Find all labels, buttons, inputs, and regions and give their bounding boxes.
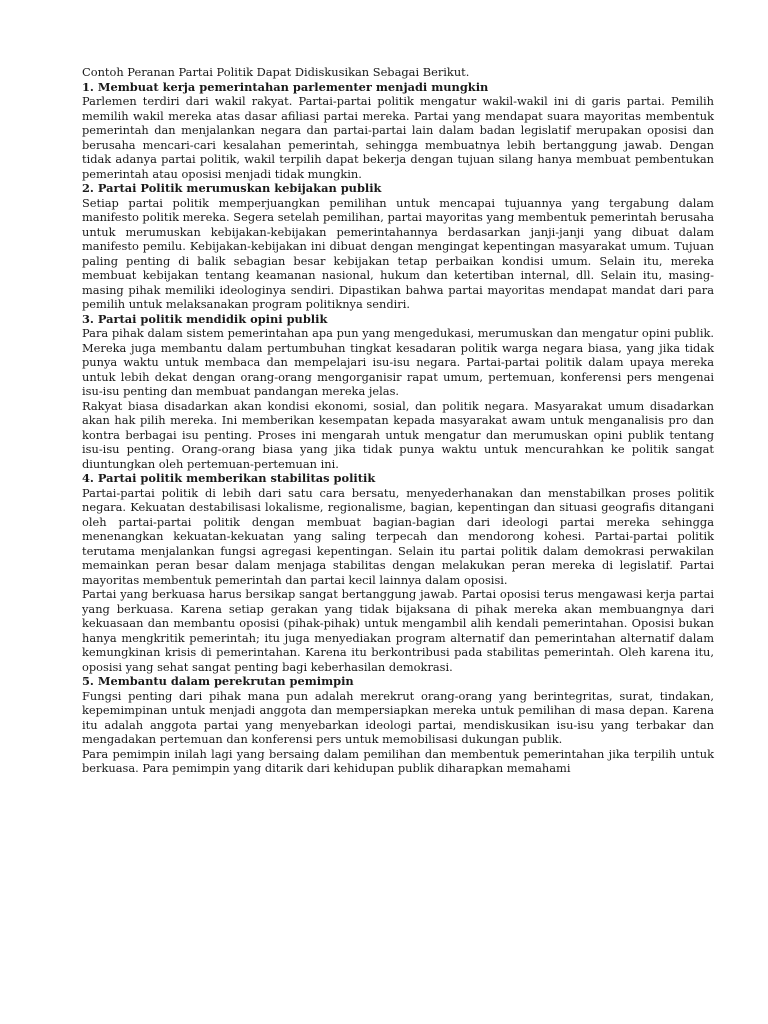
section-paragraph: Parlemen terdiri dari wakil rakyat. Partai-partai politik mengatur wakil-wakil ini di garis partai. Pemilih memilih wakil mereka atas dasar afiliasi partai mereka. Partai yang mendapat suara mayoritas membentuk pemerintah dan menjalankan negara dan partai-partai lain dalam badan legislatif merupakan oposisi dan berusaha mencari-cari kesalahan pemerintah, sehingga membuatnya lebih bertanggung jawab. Dengan tidak adanya partai politik, wakil terpilih dapat bekerja dengan tujuan silang hanya membuat pembentukan pemerintah atau oposisi menjadi tidak mungkin.: [82, 94, 714, 181]
section-paragraph: Partai-partai politik di lebih dari satu cara bersatu, menyederhanakan dan menstabilkan proses politik negara. Kekuatan destabilisasi lokalisme, regionalisme, bagian, kepentingan dan situasi geografis ditangani oleh partai-partai politik dengan membuat bagian-bagian dari ideologi partai mereka sehingga menenangkan kekuatan-kekuatan yang saling terpecah dan mendorong kohesi. Partai-partai politik terutama menjalankan fungsi agregasi kepentingan. Selain itu partai politik dalam demokrasi perwakilan memainkan peran besar dalam menjaga stabilitas dengan melakukan peran mereka di legislatif. Partai mayoritas membentuk pemerintah dan partai kecil lainnya dalam oposisi.: [82, 485, 714, 587]
section-5: [82, 674, 714, 776]
document-page: [82, 65, 714, 776]
section-paragraph: Setiap partai politik memperjuangkan pemilihan untuk mencapai tujuannya yang tergabung dalam manifesto politik mereka. Segera setelah pemilihan, partai mayoritas yang membentuk pemerintah berusaha untuk merumuskan kebijakan-kebijakan pemerintahannya berdasarkan janji-janji yang dibuat dalam manifesto pemilu. Kebijakan-kebijakan ini dibuat dengan mengingat kepentingan masyarakat umum. Tujuan paling penting di balik sebagian besar kebijakan tetap perbaikan kondisi umum. Selain itu, mereka membuat kebijakan tentang keamanan nasional, hukum dan ketertiban internal, dll. Selain itu, masing-masing pihak memiliki ideologinya sendiri. Dipastikan bahwa partai mayoritas mendapat mandat dari para pemilih untuk melaksanakan program politiknya sendiri.: [82, 195, 714, 311]
section-1: [82, 80, 714, 182]
section-4: [82, 471, 714, 674]
section-paragraph: Fungsi penting dari pihak mana pun adalah merekrut orang-orang yang berintegritas, surat, tindakan, kepemimpinan untuk menjadi anggota dan mempersiapkan mereka untuk pemilihan di masa depan. Karena itu adalah anggota partai yang menyebarkan ideologi partai, mendiskusikan isu-isu yang terbakar dan mengadakan pertemuan dan konferensi pers untuk memobilisasi dukungan publik.: [82, 688, 714, 746]
section-heading: 3. Partai politik mendidik opini publik: [82, 311, 328, 326]
document-intro: Contoh Peranan Partai Politik Dapat Didiskusikan Sebagai Berikut.: [82, 65, 470, 79]
section-paragraph: Partai yang berkuasa harus bersikap sangat bertanggung jawab. Partai oposisi terus mengawasi kerja partai yang berkuasa. Karena setiap gerakan yang tidak bijaksana di pihak mereka akan membuangnya dari kekuasaan dan membantu oposisi (pihak-pihak) untuk mengambil alih kendali pemerintahan. Oposisi bukan hanya mengkritik pemerintah; itu juga menyediakan program alternatif dan pemerintahan alternatif dalam kemungkinan krisis di pemerintahan. Karena itu berkontribusi pada stabilitas pemerintah. Oleh karena itu, oposisi yang sehat sangat penting bagi keberhasilan demokrasi.: [82, 587, 714, 674]
section-heading: 5. Membantu dalam perekrutan pemimpin: [82, 674, 354, 688]
section-3: [82, 312, 714, 472]
section-2: [82, 181, 714, 312]
section-paragraph: Para pihak dalam sistem pemerintahan apa pun yang mengedukasi, merumuskan dan mengatur opini publik. Mereka juga membantu dalam pertumbuhan tingkat kesadaran politik warga negara biasa, yang jika tidak punya waktu untuk membaca dan mempelajari isu-isu negara. Partai-partai politik dalam upaya mereka untuk lebih dekat dengan orang-orang mengorganisir rapat umum, pertemuan, konferensi pers mengenai isu-isu penting dan membuat pandangan mereka jelas.: [82, 326, 714, 398]
section-heading: 2. Partai Politik merumuskan kebijakan publik: [82, 181, 382, 195]
section-paragraph: Rakyat biasa disadarkan akan kondisi ekonomi, sosial, dan politik negara. Masyarakat umum disadarkan akan hak pilih mereka. Ini memberikan kesempatan kepada masyarakat awam untuk menganalisis pro dan kontra berbagai isu penting. Proses ini mengarah untuk mengatur dan merumuskan opini publik tentang isu-isu penting. Orang-orang biasa yang jika tidak punya waktu untuk mencurahkan ke politik sangat diuntungkan oleh pertemuan-pertemuan ini.: [82, 398, 714, 471]
section-heading: 1. Membuat kerja pemerintahan parlementer menjadi mungkin: [82, 79, 489, 94]
section-heading: 4. Partai politik memberikan stabilitas politik: [82, 471, 376, 485]
section-paragraph: Para pemimpin inilah lagi yang bersaing dalam pemilihan dan membentuk pemerintahan jika terpilih untuk berkuasa. Para pemimpin yang ditarik dari kehidupan publik diharapkan memahami: [82, 746, 714, 775]
